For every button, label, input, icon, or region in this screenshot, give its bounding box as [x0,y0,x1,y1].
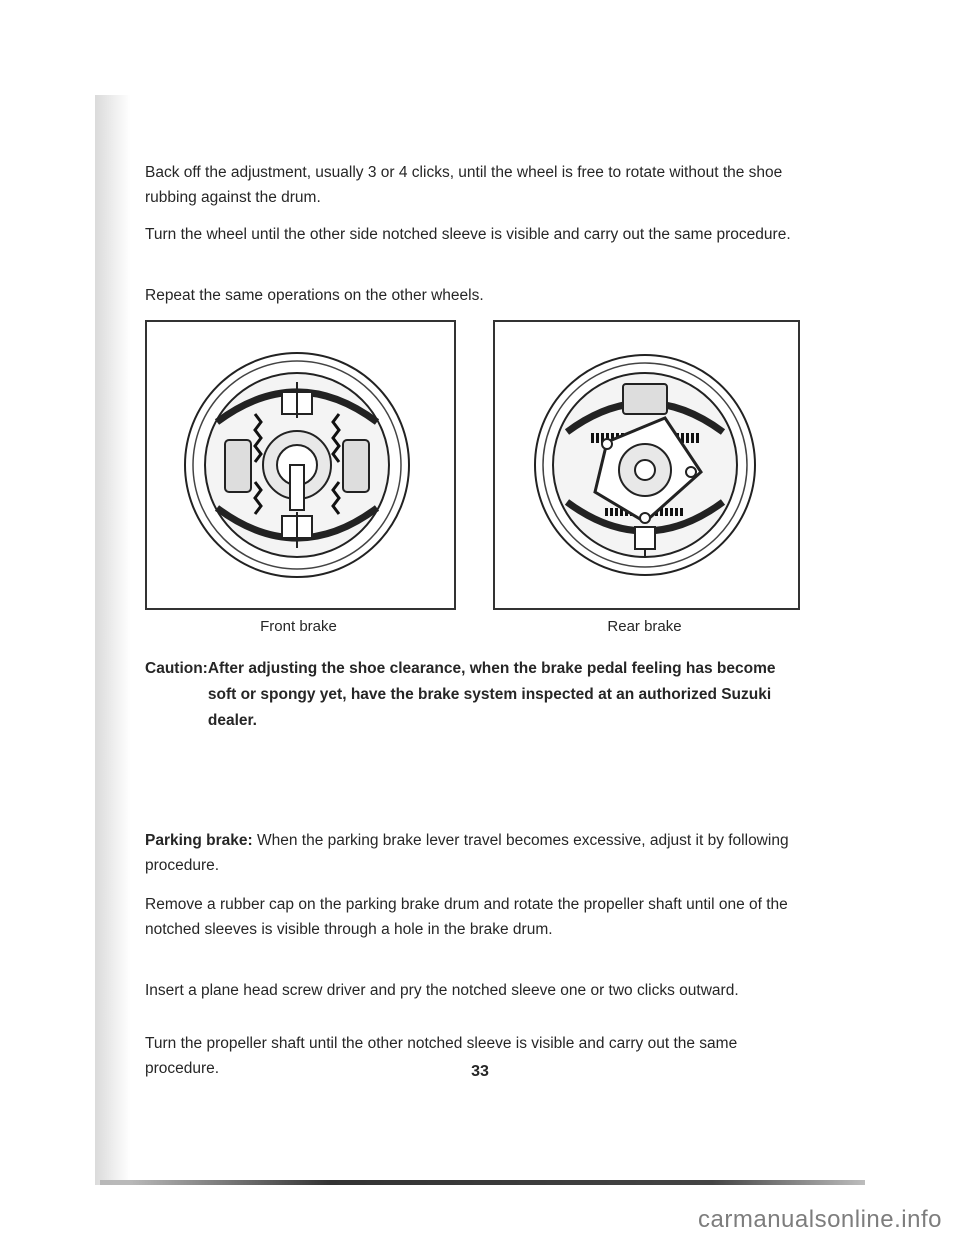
front-brake-illustration [147,322,454,608]
page-number: 33 [471,1063,489,1080]
bottom-rule [100,1180,865,1185]
caution-text: After adjusting the shoe clearance, when the brake pedal feeling has become soft or spongy yet, have the brake system inspected at an authorized Suzuki dealer. [207,660,776,729]
front-brake-caption: Front brake [260,618,337,635]
paragraph-insert-screwdriver: Insert a plane head screw driver and pry the notched sleeve one or two clicks outward. [145,982,739,999]
site-watermark: carmanualsonline.info [698,1206,942,1233]
paragraph-back-off: Back off the adjustment, usually 3 or 4 clicks, until the wheel is free to rotate without the shoe rubbing against the drum. [145,164,783,206]
paragraph-turn-shaft: Turn the propeller shaft until the other notched sleeve is visible and carry out the same procedure. [145,1035,738,1077]
caution-label: Caution: [145,660,208,677]
parking-brake-label: Parking brake: [145,832,253,849]
rear-brake-illustration [495,322,798,608]
paragraph-remove-cap: Remove a rubber cap on the parking brake drum and rotate the propeller shaft until one of the notched sleeves is visible through a hole in the brake drum. [145,896,788,938]
rear-brake-caption: Rear brake [607,618,682,635]
scan-edge-shadow [95,95,130,1185]
paragraph-parking-brake [145,828,805,878]
caution-note [145,656,805,734]
front-brake-figure [145,320,456,610]
rear-brake-figure [493,320,800,610]
parking-brake-text: When the parking brake lever travel becomes excessive, adjust it by following procedure. [145,832,789,874]
paragraph-turn-wheel: Turn the wheel until the other side notched sleeve is visible and carry out the same procedure. [145,226,791,243]
paragraph-repeat: Repeat the same operations on the other wheels. [145,287,484,304]
